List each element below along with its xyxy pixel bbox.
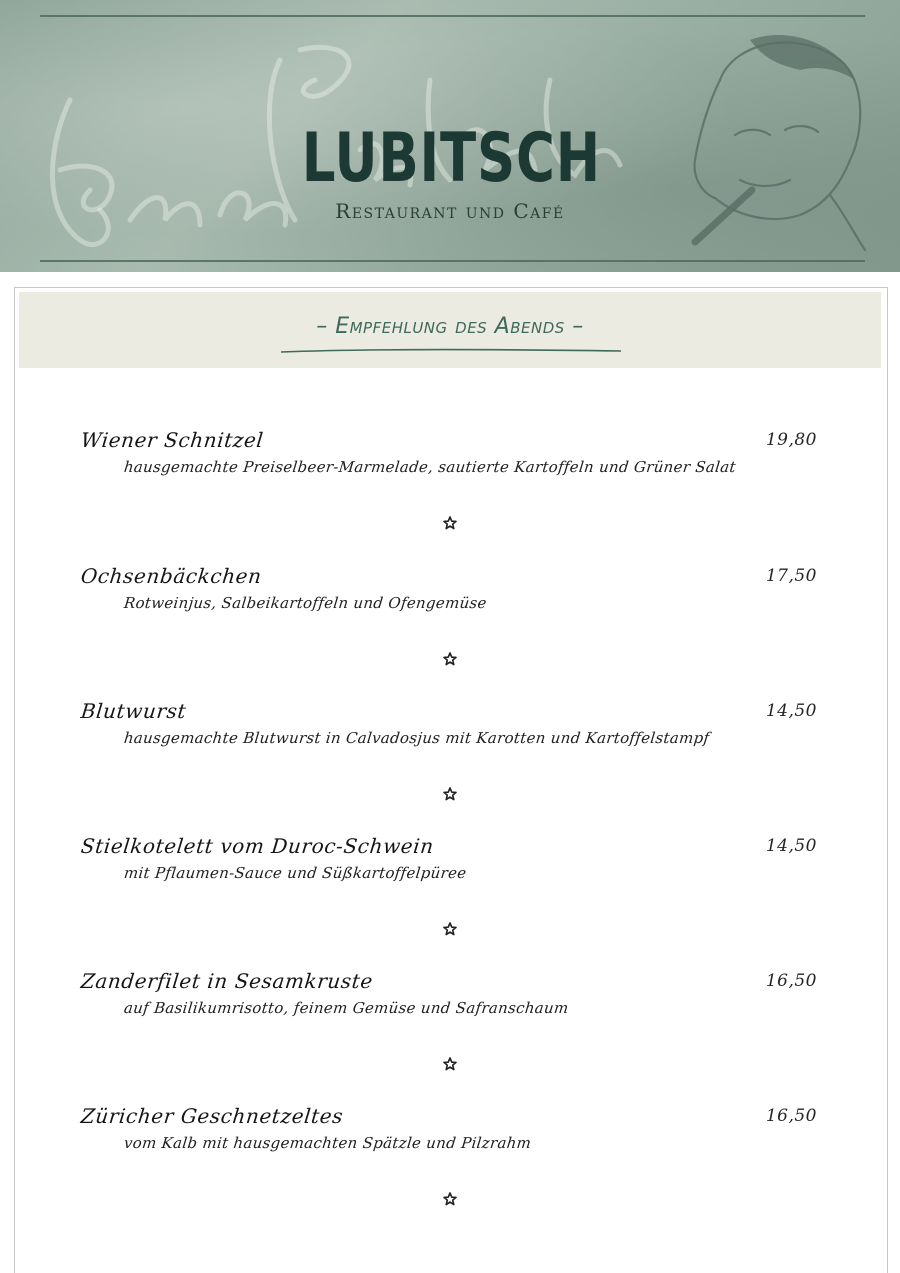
menu-item	[81, 969, 821, 1017]
star-divider-icon	[443, 922, 457, 936]
banner-top-rule	[40, 15, 865, 17]
star-divider-icon	[443, 1192, 457, 1206]
menu-item	[81, 1104, 821, 1152]
star-divider-icon	[443, 516, 457, 530]
brand-logo	[260, 119, 640, 223]
dish-description: auf Basilikumrisotto, feinem Gemüse und Safranschaum	[123, 999, 570, 1017]
dish-description: hausgemachte Preiselbeer-Marmelade, sautierte Kartoffeln und Grüner Salat	[123, 458, 737, 476]
dish-price: 17,50	[765, 566, 817, 586]
star-divider-icon	[443, 1057, 457, 1071]
star-divider-icon	[443, 787, 457, 801]
menu-item	[81, 699, 821, 747]
dish-price: 14,50	[765, 701, 817, 721]
dish-name: Züricher Geschnetzeltes	[79, 1104, 345, 1128]
dish-name: Wiener Schnitzel	[79, 428, 265, 452]
menu-item	[81, 834, 821, 882]
dish-description: Rotweinjus, Salbeikartoffeln und Ofengemüse	[123, 594, 488, 612]
brand-title: LUBITSCH	[301, 119, 601, 198]
header-banner	[0, 0, 900, 272]
portrait-illustration	[680, 20, 870, 255]
dish-name: Blutwurst	[79, 699, 188, 723]
menu-card	[14, 287, 888, 1273]
section-title: – Empfehlung des Abends –	[316, 314, 584, 339]
dish-description: vom Kalb mit hausgemachten Spätzle und Pilzrahm	[123, 1134, 533, 1152]
star-divider-icon	[443, 652, 457, 666]
dish-price: 16,50	[765, 1106, 817, 1126]
dish-price: 19,80	[765, 430, 817, 450]
dish-description: hausgemachte Blutwurst in Calvadosjus mit Karotten und Kartoffelstampf	[123, 729, 711, 747]
banner-bottom-rule	[40, 260, 865, 262]
dish-description: mit Pflaumen-Sauce und Süßkartoffelpüree	[123, 864, 468, 882]
dish-name: Ochsenbäckchen	[79, 564, 263, 588]
dish-price: 16,50	[765, 971, 817, 991]
dish-name: Stielkotelett vom Duroc-Schwein	[79, 834, 436, 858]
dish-price: 14,50	[765, 836, 817, 856]
brand-subtitle: Restaurant und Café	[335, 199, 565, 223]
menu-item	[81, 564, 821, 612]
menu-item	[81, 428, 821, 476]
section-underline	[281, 348, 621, 354]
section-header	[19, 292, 881, 368]
dish-name: Zanderfilet in Sesamkruste	[79, 969, 375, 993]
